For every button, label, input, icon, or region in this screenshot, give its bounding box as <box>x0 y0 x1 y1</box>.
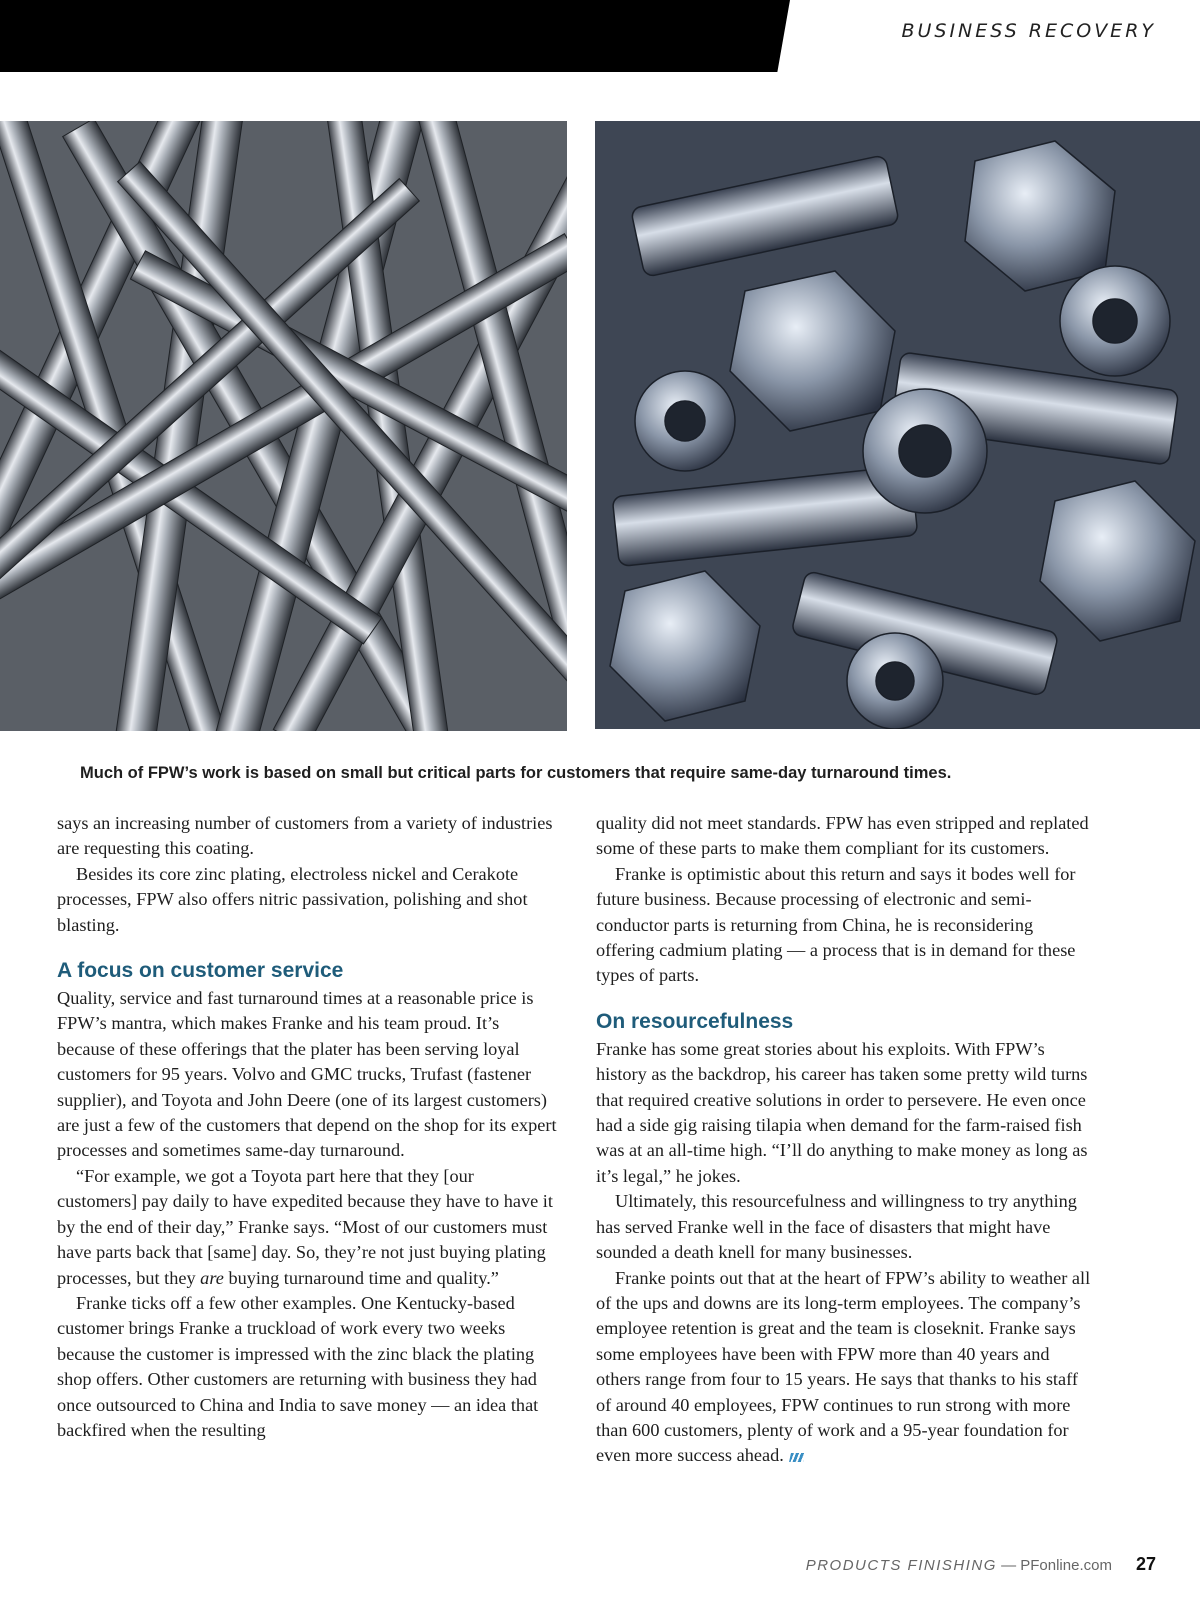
article-column-right <box>596 811 1096 1469</box>
metal-pins-photo-icon <box>0 121 567 731</box>
photo-threaded-fittings <box>595 121 1200 729</box>
section-heading: On resourcefulness <box>596 1009 794 1033</box>
page-footer <box>806 1554 1156 1575</box>
section-label: BUSINESS RECOVERY <box>901 20 1156 42</box>
photo-caption: Much of FPW’s work is based on small but critical parts for customers that require same-day turnaround times. <box>80 764 952 782</box>
paragraph: Franke is optimistic about this return and says it bodes well for future business. Because processing of electronic and semiconductor parts is returning from China, he is reconsidering offering cadmium plating — a process that is in demand for these types of parts. <box>596 863 1076 986</box>
paragraph-text: buying turnaround time and quality.” <box>223 1267 499 1288</box>
emphasis: are <box>200 1267 224 1288</box>
paragraph: Ultimately, this resourcefulness and willingness to try anything has served Franke well in the face of disasters that might have sounded a death knell for many businesses. <box>596 1191 1077 1263</box>
paragraph-text: “For example, we got a Toyota part here that they [our customers] pay daily to have expedited because they have to have it by the end of their day,” Franke says. “Most of our customers must have parts back that [same] day. So, they’re not just buying plating processes, but they <box>57 1165 553 1288</box>
paragraph-final <box>596 1266 1096 1469</box>
header-bar <box>0 0 790 72</box>
end-of-article-icon <box>789 1453 805 1462</box>
paragraph: says an increasing number of customers from a variety of industries are requesting this coating. <box>57 813 553 859</box>
paragraph: Quality, service and fast turnaround times at a reasonable price is FPW’s mantra, which makes Franke and his team proud. It’s because of these offerings that the plater has been serving loyal customers for 95 years. Volvo and GMC trucks, Trufast (fastener supplier), and Toyota and John Deere (one of its largest customers) are just a few of the customers that depend on the shop for its expert processes and sometimes same-day turnaround. <box>57 988 557 1161</box>
paragraph-quote <box>57 1164 557 1291</box>
paragraph: Franke has some great stories about his exploits. With FPW’s history as the backdrop, his career has taken some pretty wild turns that required creative solutions in order to persevere. He even once had a side gig raising tilapia when demand for the farm-raised fish was at an all-time high. “I’ll do anything to make money as long as it’s legal,” he jokes. <box>596 1038 1088 1186</box>
paragraph-text: Franke points out that at the heart of FPW’s ability to weather all of the ups and downs are its long-term employees. The company’s employee retention is great and the team is closeknit. Franke says some employees have been with FPW more than 40 years and others range from four to 15 years. He says that thanks to his staff of around 40 employees, FPW continues to run strong with more than 600 customers, plenty of work and a 95-year foundation for even more success ahead. <box>596 1267 1091 1466</box>
site-link[interactable]: PFonline.com <box>1020 1557 1112 1574</box>
footer-separator: — <box>996 1557 1021 1574</box>
photo-metal-pins <box>0 121 567 731</box>
article-column-left <box>57 811 557 1443</box>
paragraph: quality did not meet standards. FPW has even stripped and replated some of these parts to make them compliant for its customers. <box>596 813 1089 859</box>
threaded-fittings-photo-icon <box>595 121 1200 729</box>
paragraph: Besides its core zinc plating, electroless nickel and Cerakote processes, FPW also offers nitric passivation, polishing and shot blasting. <box>57 863 528 935</box>
section-heading: A focus on customer service <box>57 959 344 983</box>
publication-name: PRODUCTS FINISHING <box>805 1557 997 1574</box>
page-number: 27 <box>1135 1554 1156 1574</box>
paragraph: Franke ticks off a few other examples. One Kentucky-based customer brings Franke a truckload of work every two weeks because the customer is impressed with the zinc black the plating shop offers. Other customers are returning with business they had once outsourced to China and India to save money — an idea that backfired when the resulting <box>57 1292 539 1440</box>
